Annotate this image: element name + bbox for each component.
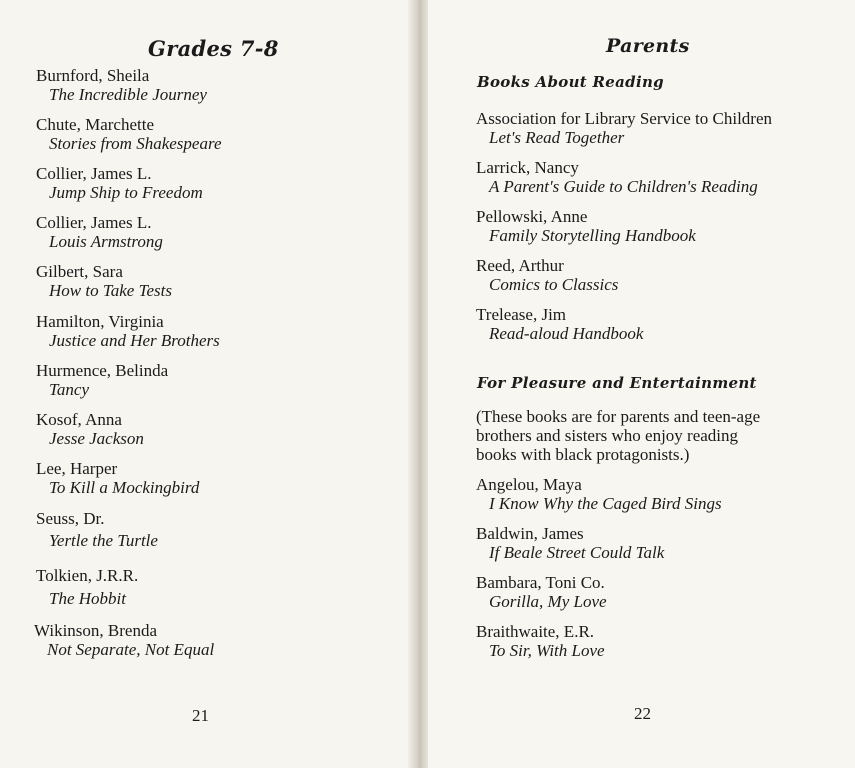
book-entry	[36, 164, 203, 202]
entry-author: Pellowski, Anne	[476, 207, 588, 226]
right-page	[428, 0, 855, 768]
book-entry	[476, 524, 664, 562]
book-entry	[476, 622, 605, 660]
entry-title: To Kill a Mockingbird	[49, 478, 200, 497]
book-entry	[36, 312, 220, 350]
entry-title: Louis Armstrong	[49, 232, 163, 251]
page-title-grades: Grades 7-8	[148, 36, 279, 61]
entry-author: Baldwin, James	[476, 524, 584, 543]
entry-author: Gilbert, Sara	[36, 262, 123, 281]
entry-title: Justice and Her Brothers	[49, 331, 220, 350]
entry-author: Tolkien, J.R.R.	[36, 566, 139, 585]
entry-title: Tancy	[49, 380, 89, 399]
book-entry	[34, 621, 214, 659]
entry-title: Yertle the Turtle	[49, 531, 158, 550]
entry-author: Collier, James L.	[36, 213, 152, 232]
entry-author: Burnford, Sheila	[36, 66, 150, 85]
entry-author: Trelease, Jim	[476, 305, 567, 324]
entry-title: Family Storytelling Handbook	[489, 226, 696, 245]
entry-author: Association for Library Service to Children	[476, 109, 773, 128]
book-entry	[36, 459, 199, 497]
entry-author: Hamilton, Virginia	[36, 312, 164, 331]
entry-author: Braithwaite, E.R.	[476, 622, 595, 641]
book-entry	[36, 213, 163, 251]
book-entry	[36, 262, 172, 300]
entry-title: The Incredible Journey	[49, 85, 207, 104]
book-entry	[36, 566, 138, 608]
book-entry	[36, 509, 158, 550]
page-number: 22	[634, 704, 651, 723]
page-number: 21	[192, 706, 209, 725]
entry-author: Larrick, Nancy	[476, 158, 579, 177]
book-entry	[476, 158, 758, 196]
book-entry	[476, 109, 772, 147]
section-heading-pleasure: For Pleasure and Entertainment	[477, 374, 757, 392]
entry-title: Gorilla, My Love	[489, 592, 607, 611]
book-entry	[476, 256, 618, 294]
book-entry	[36, 410, 144, 448]
entry-title: A Parent's Guide to Children's Reading	[489, 177, 758, 196]
note-line: (These books are for parents and teen-age	[476, 407, 761, 426]
page-title-parents: Parents	[606, 35, 690, 57]
entry-title: To Sir, With Love	[489, 641, 605, 660]
entry-author: Lee, Harper	[36, 459, 118, 478]
note-line: books with black protagonists.)	[476, 445, 690, 464]
entry-author: Chute, Marchette	[36, 115, 155, 134]
book-entry	[36, 115, 222, 153]
book-entry	[476, 305, 643, 343]
entry-title: Read-aloud Handbook	[489, 324, 644, 343]
entry-author: Kosof, Anna	[36, 410, 122, 429]
entry-author: Hurmence, Belinda	[36, 361, 169, 380]
entry-title: Jump Ship to Freedom	[49, 183, 203, 202]
book-entry	[476, 475, 722, 513]
entry-author: Reed, Arthur	[476, 256, 564, 275]
entry-author: Collier, James L.	[36, 164, 152, 183]
entry-title: I Know Why the Caged Bird Sings	[489, 494, 722, 513]
left-page	[0, 0, 412, 768]
book-entry	[476, 207, 696, 245]
entry-title: Jesse Jackson	[49, 429, 144, 448]
entry-title: How to Take Tests	[49, 281, 172, 300]
entry-title: Not Separate, Not Equal	[47, 640, 215, 659]
entry-title: Comics to Classics	[489, 275, 619, 294]
book-entry	[476, 573, 607, 611]
entry-author: Bambara, Toni Co.	[476, 573, 605, 592]
entry-title: Stories from Shakespeare	[49, 134, 222, 153]
note-line: brothers and sisters who enjoy reading	[476, 426, 739, 445]
section-heading-books-about-reading: Books About Reading	[477, 73, 664, 91]
entry-author: Wikinson, Brenda	[34, 621, 158, 640]
section-note	[476, 407, 821, 464]
entry-author: Angelou, Maya	[476, 475, 582, 494]
book-entry	[36, 361, 168, 399]
book-entry	[36, 66, 207, 104]
entry-title: The Hobbit	[49, 589, 126, 608]
entry-author: Seuss, Dr.	[36, 509, 105, 528]
entry-title: Let's Read Together	[489, 128, 625, 147]
entry-title: If Beale Street Could Talk	[489, 543, 665, 562]
